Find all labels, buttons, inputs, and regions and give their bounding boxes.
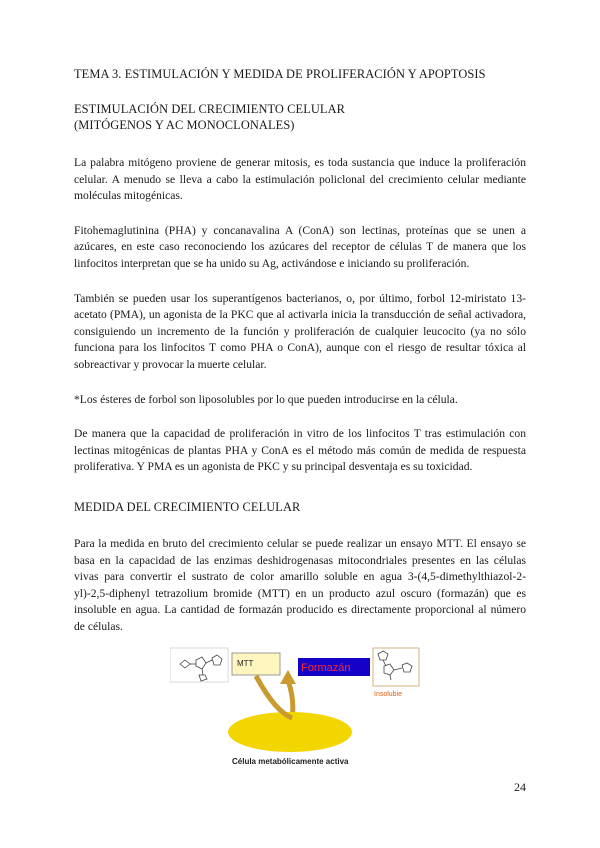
formazan-molecule-icon [373, 648, 419, 686]
paragraph-superantigenos: También se pueden usar los superantígenos bacterianos, o, por último, forbol 12-miristato 13-acetato (PMA), un agonista de la PKC que al activarla inicia la transducción de señal activadora, consiguiendo un incremento de la función y proliferación de cualquier leucocito (ya no sólo funciona para los linfocitos T como PHA o ConA), aunque con el riesgo de resultar tóxica al sobreactivar y provocar la muerte celular. [74, 291, 526, 371]
paragraph-mitogeno: La palabra mitógeno proviene de generar mitosis, es toda sustancia que induce la proliferación celular. A menudo se lleva a cabo la estimulación policlonal del crecimiento celular mediante moléculas mitogénicas. [74, 156, 526, 203]
reaction-arrow-head [280, 670, 296, 684]
insoluble-label: Insolubie [374, 691, 403, 698]
section-subtitle-mitogenos: (MITÓGENOS Y AC MONOCLONALES) [74, 118, 295, 132]
mtt-diagram [170, 644, 420, 770]
chapter-title: TEMA 3. ESTIMULACIÓN Y MEDIDA DE PROLIFERACIÓN Y APOPTOSIS [74, 67, 486, 81]
page-number: 24 [514, 780, 526, 794]
paragraph-ensayo-mtt: Para la medida en bruto del crecimiento celular se puede realizar un ensayo MTT. El ensayo se basa en la capacidad de las enzimas deshidrogenasas mitocondriales presentes en las células vivas para convertir el sustrato de color amarillo soluble en agua 3-(4,5-dimethylthiazol-2-yl)-2,5-diphenyl tetrazolium bromide (MTT) en un producto azul oscuro (formazán) que es insoluble en agua. La cantidad de formazán producido es directamente proporcional al número de células. [74, 536, 526, 633]
document-page [74, 66, 526, 635]
figure-caption: Célula metabólicamente activa [232, 757, 349, 766]
paragraph-note-forbol: *Los ésteres de forbol son liposolubles por lo que pueden introducirse en la célula. [74, 392, 458, 406]
section-title-medida: MEDIDA DEL CRECIMIENTO CELULAR [74, 499, 301, 514]
mtt-label: MTT [237, 659, 254, 668]
mtt-assay-figure [170, 644, 420, 770]
paragraph-capacidad-proliferacion: De manera que la capacidad de proliferación in vitro de los linfocitos T tras estimulación con lectinas mitogénicas de plantas PHA y ConA es el método más común de medida de respuesta proliferativa. Y PMA es un agonista de PKC y su principal desventaja es su toxicidad. [74, 427, 526, 474]
mtt-molecule-icon [170, 648, 228, 682]
formazan-label: Formazán [301, 662, 351, 674]
section-title-estimulacion: ESTIMULACIÓN DEL CRECIMIENTO CELULAR [74, 102, 346, 116]
paragraph-lectinas: Fitohemaglutinina (PHA) y concanavalina A (ConA) son lectinas, proteínas que se unen a azúcares, en este caso reconociendo los azúcares del receptor de células T de manera que los linfocitos interpretan que se ha unido su Ag, activándose e iniciando su proliferación. [74, 223, 526, 270]
